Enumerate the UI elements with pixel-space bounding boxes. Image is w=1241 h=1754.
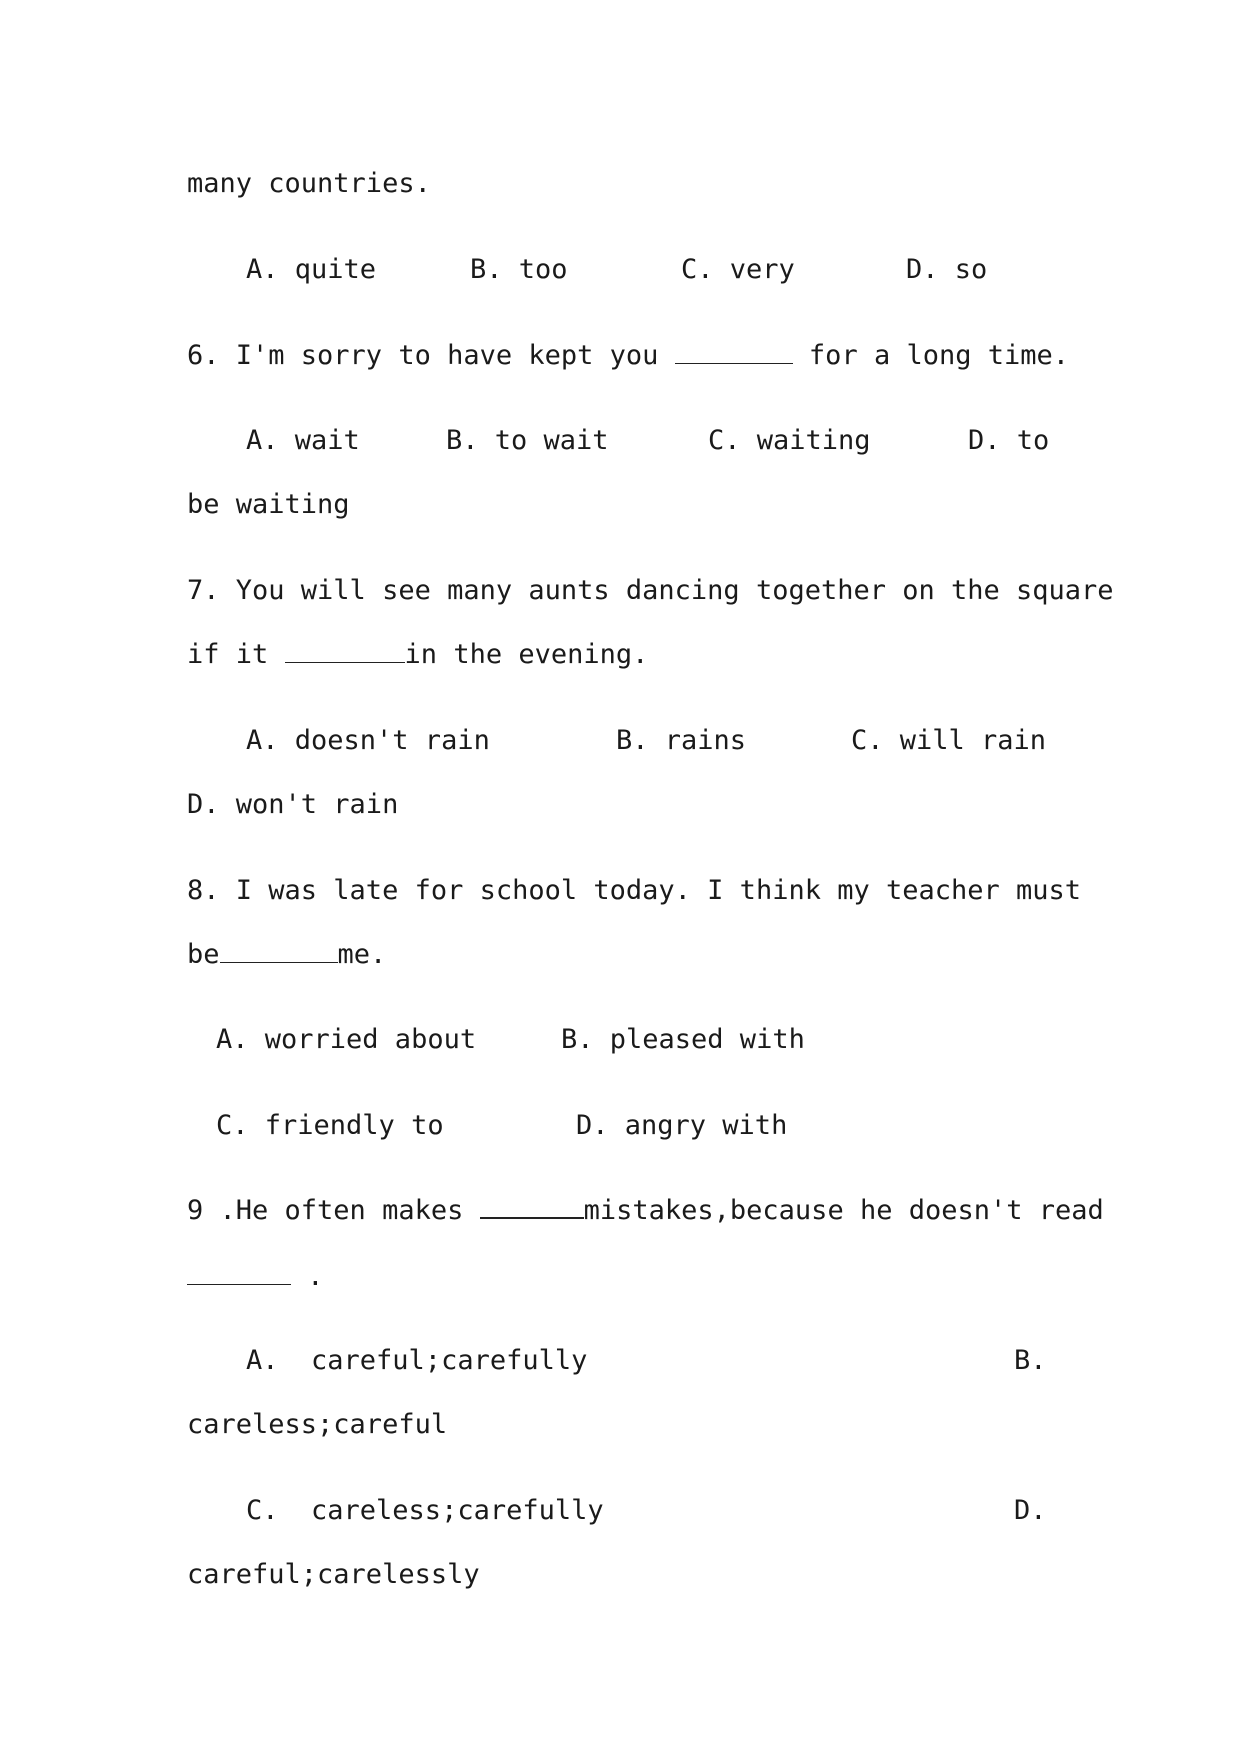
- q7-option-a: A. doesn't rain: [246, 725, 490, 756]
- q7-stem-pre: if it: [187, 639, 285, 670]
- q8-stem-post: me.: [337, 939, 387, 970]
- q5-option-c: C. very: [681, 254, 795, 285]
- question-5-stem-end: many countries.: [187, 168, 431, 199]
- q9-stem-pre: 9 .He often makes: [187, 1195, 480, 1226]
- q9-option-b-label: B.: [1014, 1345, 1047, 1376]
- question-6-stem: [187, 342, 1069, 369]
- q8-option-b: B. pleased with: [561, 1024, 805, 1055]
- question-7-stem-line2: [187, 641, 648, 668]
- q7-option-b: B. rains: [616, 725, 747, 756]
- q7-option-d: D. won't rain: [187, 789, 399, 820]
- q6-option-d: D. to: [968, 425, 1050, 456]
- q9-option-c: C. careless;carefully: [246, 1495, 604, 1526]
- q8-answer-blank: [220, 961, 338, 963]
- q9-answer-blank-2: [187, 1283, 291, 1285]
- q8-option-c: C. friendly to: [216, 1110, 444, 1141]
- question-9-stem-line1: [187, 1197, 1104, 1224]
- question-7-stem-line1: 7. You will see many aunts dancing together on the square: [187, 575, 1114, 606]
- q9-stem-post: mistakes,because he doesn't read: [583, 1195, 1104, 1226]
- q5-option-d: D. so: [906, 254, 988, 285]
- q7-answer-blank: [285, 661, 405, 663]
- q5-option-b: B. too: [470, 254, 568, 285]
- q9-answer-blank-1: [480, 1216, 584, 1219]
- q7-stem-post: in the evening.: [404, 639, 649, 670]
- q6-answer-blank: [675, 362, 793, 364]
- q8-stem-pre: be: [187, 939, 220, 970]
- q9-stem-end: .: [291, 1261, 324, 1292]
- question-8-stem-line2: [187, 941, 386, 968]
- q8-option-a: A. worried about: [216, 1024, 477, 1055]
- q6-stem-pre: 6. I'm sorry to have kept you: [187, 340, 675, 371]
- q6-option-d-cont: be waiting: [187, 489, 350, 520]
- q9-option-a: A. careful;carefully: [246, 1345, 588, 1376]
- q6-option-a: A. wait: [246, 425, 360, 456]
- question-8-stem-line1: 8. I was late for school today. I think my teacher must: [187, 875, 1082, 906]
- question-9-stem-line2: [187, 1263, 324, 1290]
- q6-stem-post: for a long time.: [792, 340, 1070, 371]
- q9-option-d-label: D.: [1014, 1495, 1047, 1526]
- q6-option-b: B. to wait: [446, 425, 609, 456]
- q8-option-d: D. angry with: [576, 1110, 788, 1141]
- q9-option-d: careful;carelessly: [187, 1559, 480, 1590]
- q7-option-c: C. will rain: [851, 725, 1047, 756]
- q5-option-a: A. quite: [246, 254, 377, 285]
- q6-option-c: C. waiting: [708, 425, 871, 456]
- q9-option-b: careless;careful: [187, 1409, 448, 1440]
